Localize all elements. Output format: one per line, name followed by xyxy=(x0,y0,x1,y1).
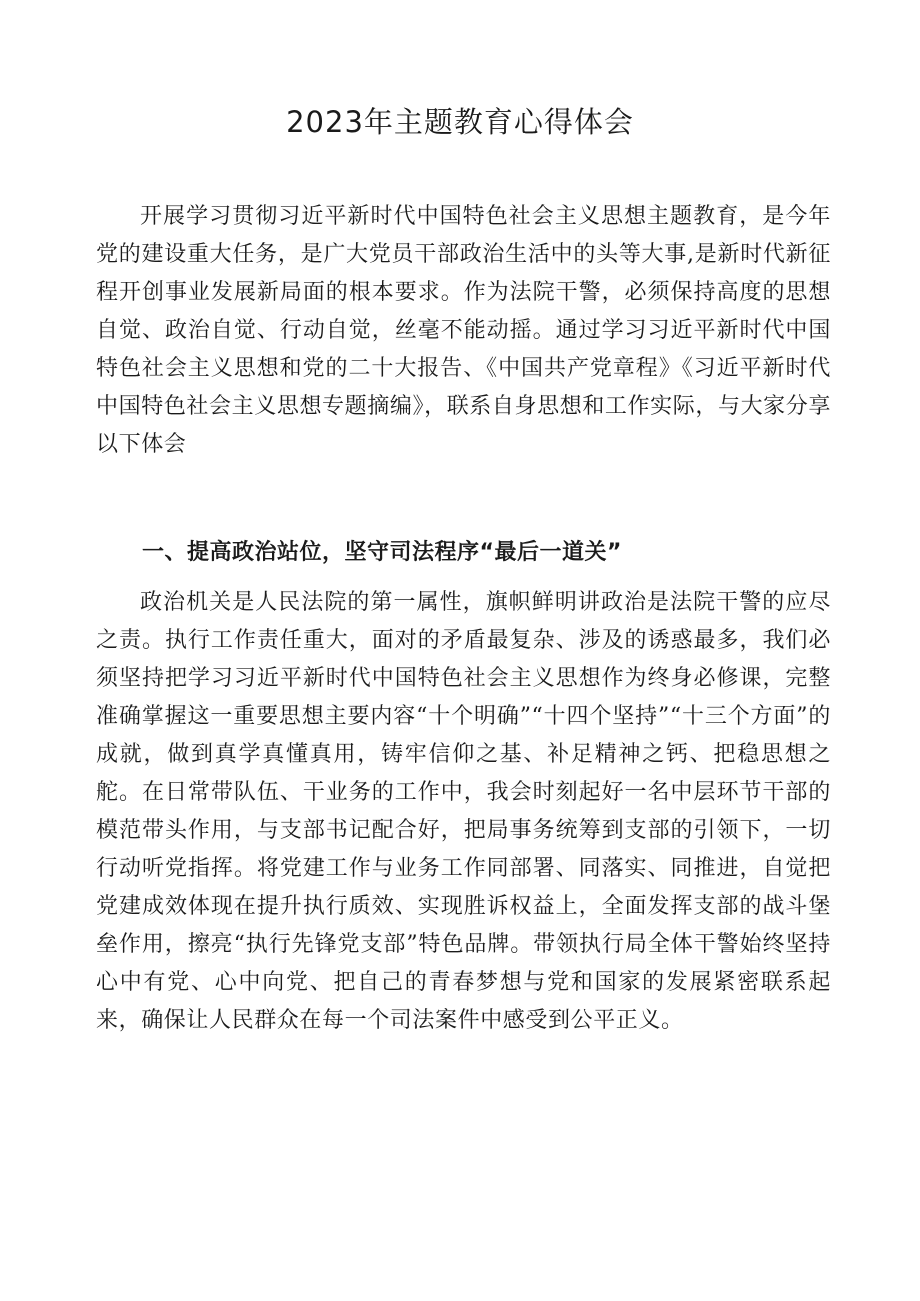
document-title: 2023年主题教育心得体会 xyxy=(286,105,634,139)
section-1-paragraph: 政治机关是人民法院的第一属性，旗帜鲜明讲政治是法院干警的应尽之责。执行工作责任重大，面对的矛盾最复杂、涉及的诱惑最多，我们必须坚持把学习习近平新时代中国特色社会主义思想作为终身必修课，完整准确掌握这一重要思想主要内容“十个明确”“十四个坚持”“十三个方面”的成就，做到真学真懂真用，铸牢信仰之基、补足精神之钙、把稳思想之舵。在日常带队伍、干业务的工作中，我会时刻起好一名中层环节干部的模范带头作用，与支部书记配合好，把局事务统筹到支部的引领下，一切行动听党指挥。将党建工作与业务工作同部署、同落实、同推进，自觉把党建成效体现在提升执行质效、实现胜诉权益上，全面发挥支部的战斗堡垒作用，擦亮“执行先锋党支部”特色品牌。带领执行局全体干警始终坚持心中有党、心中向党、把自己的青春梦想与党和国家的发展紧密联系起来，确保让人民群众在每一个司法案件中感受到公平正义。 xyxy=(96,590,831,1033)
section-1-heading: 一、提高政治站位，坚守司法程序“最后一道关” xyxy=(142,540,622,565)
intro-paragraph: 开展学习贯彻习近平新时代中国特色社会主义思想主题教育，是今年党的建设重大任务，是广大党员干部政治生活中的头等大事,是新时代新征程开创事业发展新局面的根本要求。作为法院干警，必须保持高度的思想自觉、政治自觉、行动自觉，丝毫不能动摇。通过学习习近平新时代中国特色社会主义思想和党的二十大报告、《中国共产党章程》《习近平新时代中国特色社会主义思想专题摘编》，联系自身思想和工作实际，与大家分享以下体会 xyxy=(96,204,831,457)
